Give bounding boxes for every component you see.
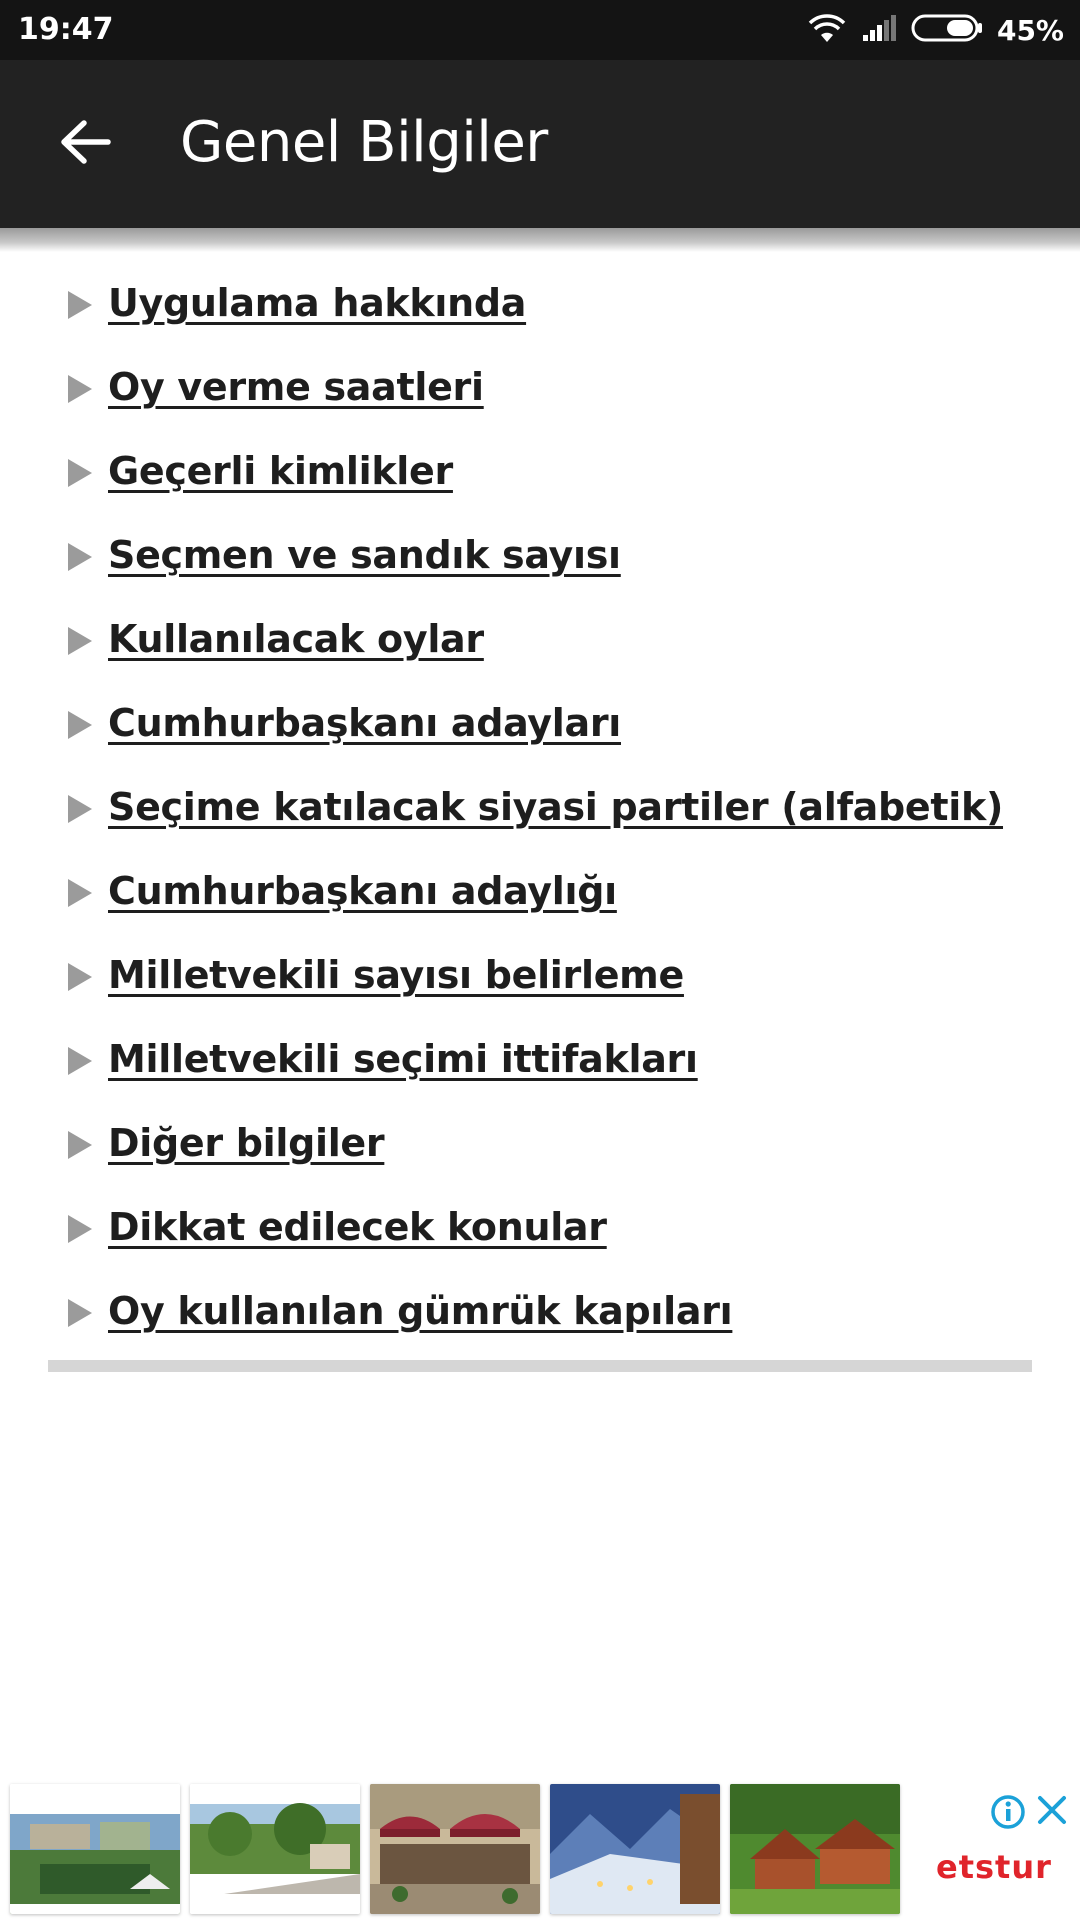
- link-secmen-ve-sandik-sayisi[interactable]: Seçmen ve sandık sayısı: [108, 533, 621, 577]
- page-title: Genel Bilgiler: [180, 110, 548, 175]
- arrow-left-icon: [58, 118, 112, 171]
- menu-item-milletvekili-sayisi: [0, 935, 1080, 1019]
- triangle-right-icon: [68, 459, 92, 487]
- app-bar-shadow: [0, 228, 1080, 252]
- link-uygulama-hakkinda[interactable]: Uygulama hakkında: [108, 281, 527, 325]
- menu-item-gecerli-kimlikler: [0, 431, 1080, 515]
- back-button[interactable]: [50, 112, 120, 176]
- triangle-right-icon: [68, 1215, 92, 1243]
- triangle-right-icon: [68, 1047, 92, 1075]
- triangle-right-icon: [68, 543, 92, 571]
- menu-item-milletvekili-ittifaklari: [0, 1019, 1080, 1103]
- triangle-right-icon: [68, 1299, 92, 1327]
- close-icon[interactable]: [1036, 1794, 1068, 1831]
- tree-lined-road-image[interactable]: [190, 1784, 360, 1914]
- link-cumhurbaskani-adaylari[interactable]: Cumhurbaşkanı adayları: [108, 701, 621, 745]
- status-bar: [0, 0, 1080, 60]
- menu-item-cumhurbaskani-adaylari: [0, 683, 1080, 767]
- link-kullanilacak-oylar[interactable]: Kullanılacak oylar: [108, 617, 484, 661]
- triangle-right-icon: [68, 795, 92, 823]
- triangle-right-icon: [68, 291, 92, 319]
- battery-percent: 45%: [996, 13, 1064, 47]
- list-divider: [48, 1360, 1032, 1372]
- link-gecerli-kimlikler[interactable]: Geçerli kimlikler: [108, 449, 453, 493]
- battery-icon: [911, 13, 983, 48]
- link-dikkat-edilecek-konular[interactable]: Dikkat edilecek konular: [108, 1205, 607, 1249]
- menu-item-siyasi-partiler: [0, 767, 1080, 851]
- link-oy-verme-saatleri[interactable]: Oy verme saatleri: [108, 365, 484, 409]
- ad-brand-logo[interactable]: etstur: [936, 1848, 1052, 1886]
- triangle-right-icon: [68, 627, 92, 655]
- menu-item-secmen-ve-sandik-sayisi: [0, 515, 1080, 599]
- info-icon[interactable]: [990, 1794, 1026, 1835]
- menu-item-uygulama-hakkinda: [0, 263, 1080, 347]
- menu-item-cumhurbaskani-adayligi: [0, 851, 1080, 935]
- triangle-right-icon: [68, 963, 92, 991]
- link-milletvekili-sayisi[interactable]: Milletvekili sayısı belirleme: [108, 953, 684, 997]
- triangle-right-icon: [68, 711, 92, 739]
- triangle-right-icon: [68, 879, 92, 907]
- menu-list: [0, 263, 1080, 1355]
- menu-item-kullanilacak-oylar: [0, 599, 1080, 683]
- triangle-right-icon: [68, 375, 92, 403]
- wooden-chalets-image[interactable]: [730, 1784, 900, 1914]
- link-milletvekili-ittifaklari[interactable]: Milletvekili seçimi ittifakları: [108, 1037, 698, 1081]
- app-bar: [0, 60, 1080, 228]
- snowy-village-image[interactable]: [550, 1784, 720, 1914]
- triangle-right-icon: [68, 1131, 92, 1159]
- ad-banner[interactable]: [0, 1776, 1080, 1920]
- link-gumruk-kapilari[interactable]: Oy kullanılan gümrük kapıları: [108, 1289, 733, 1333]
- link-diger-bilgiler[interactable]: Diğer bilgiler: [108, 1121, 385, 1165]
- menu-item-oy-verme-saatleri: [0, 347, 1080, 431]
- wifi-icon: [807, 12, 847, 49]
- link-siyasi-partiler[interactable]: Seçime katılacak siyasi partiler (alfabetik): [108, 785, 1004, 829]
- status-time: 19:47: [18, 12, 114, 47]
- menu-item-diger-bilgiler: [0, 1103, 1080, 1187]
- resort-garden-image[interactable]: [10, 1784, 180, 1914]
- menu-item-dikkat-edilecek-konular: [0, 1187, 1080, 1271]
- restaurant-awning-image[interactable]: [370, 1784, 540, 1914]
- link-cumhurbaskani-adayligi[interactable]: Cumhurbaşkanı adaylığı: [108, 869, 617, 913]
- status-icons: [807, 10, 1064, 50]
- menu-item-gumruk-kapilari: [0, 1271, 1080, 1355]
- signal-icon: [861, 13, 897, 48]
